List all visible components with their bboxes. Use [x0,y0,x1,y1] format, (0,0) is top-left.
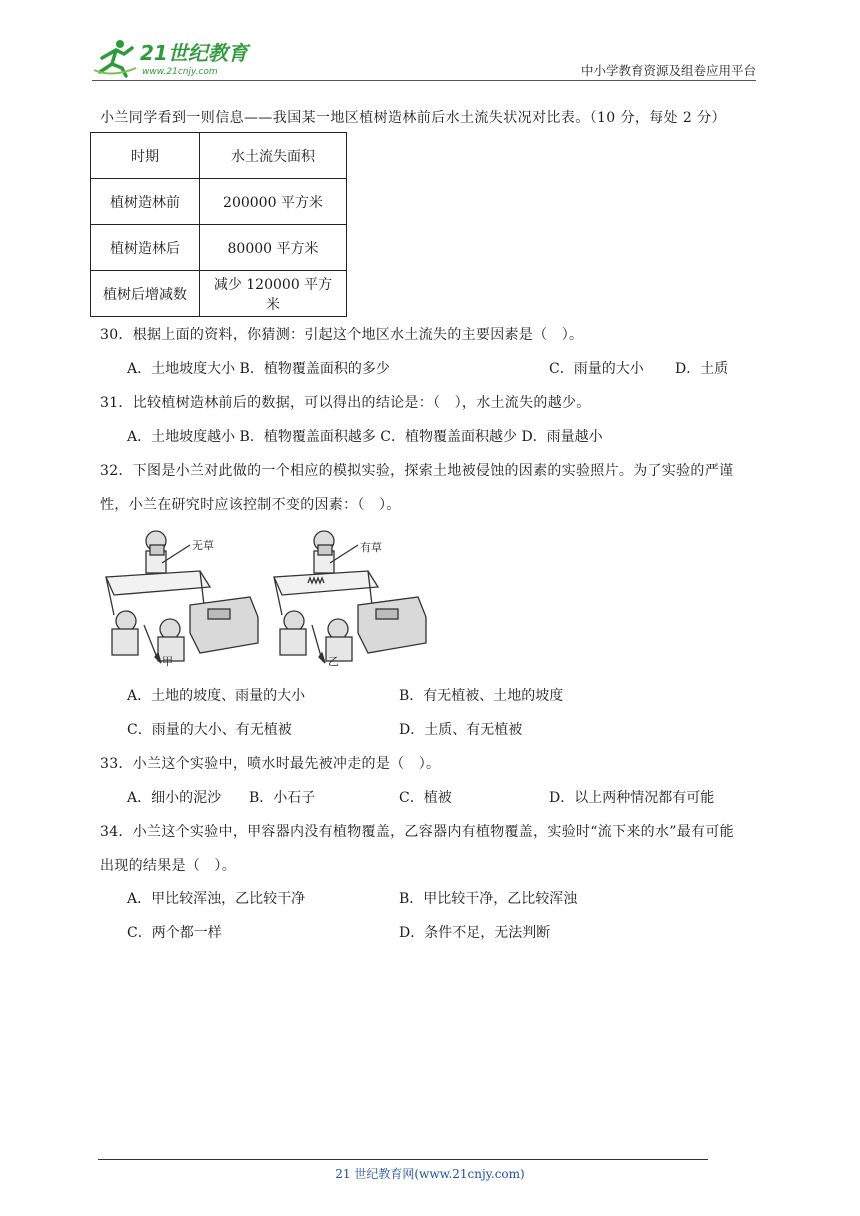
question-32-line2: 性，小兰在研究时应该控制不变的因素：（ ）。 [100,497,401,513]
figure-label-no-grass: 无草 [192,539,214,552]
experiment-illustration-icon [100,525,260,670]
q34-option-c: C．两个都一样 [127,925,222,941]
q33-option-b: B．小石子 [249,790,316,806]
logo-text: 21世纪教育 [140,41,248,65]
q34-option-b: B．甲比较干净，乙比较浑浊 [399,891,578,907]
erosion-table [90,132,347,317]
figure-sublabel-jia: 甲 [162,655,173,668]
experiment-figure-left [100,525,260,674]
q33-option-d: D．以上两种情况都有可能 [549,790,715,806]
table-row [91,179,347,225]
question-32-line1: 32．下图是小兰对此做的一个相应的模拟实验，探索土地被侵蚀的因素的实验照片。为了实验的严谨 [100,463,734,479]
table-cell: 减少 120000 平方米 [200,271,347,317]
table-cell: 植树后增减数 [91,271,200,317]
question-34-line2: 出现的结果是（ ）。 [100,858,236,874]
table-cell: 200000 平方米 [200,179,347,225]
q34-option-a: A．甲比较浑浊，乙比较干净 [127,891,306,907]
table-cell: 80000 平方米 [200,225,347,271]
table-cell: 植树造林后 [91,225,200,271]
question-31: 31．比较植树造林前后的数据，可以得出的结论是：（ ），水土流失的越少。 [100,395,591,411]
table-cell: 时期 [91,133,200,179]
q30-option-d: D．土质 [675,361,729,377]
question-34-line1: 34．小兰这个实验中，甲容器内没有植物覆盖，乙容器内有植物覆盖，实验时“流下来的水”最有可能 [100,824,734,840]
header-platform-text: 中小学教育资源及组卷应用平台 [580,63,756,78]
site-logo [92,36,262,80]
q32-option-b: B．有无植被、土地的坡度 [399,688,564,704]
figure-sublabel-yi: 乙 [328,655,339,668]
q33-option-c: C．植被 [399,790,452,806]
q33-option-a: A．细小的泥沙 [127,790,222,806]
footer-link[interactable]: 21 世纪教育网(www.21cnjy.com) [335,1167,525,1181]
header-divider [92,80,756,81]
logo-url: www.21cnjy.com [142,67,218,77]
table-row [91,271,347,317]
table-row [91,133,347,179]
q31-options: A．土地坡度越小 B．植物覆盖面积越多 C．植物覆盖面积越少 D．雨量越小 [127,429,603,445]
figure-label-grass: 有草 [360,541,382,554]
table-row [91,225,347,271]
runner-logo-icon [92,36,262,80]
q30-option-ab: A．土地坡度大小 B．植物覆盖面积的多少 [127,361,390,377]
q32-option-c: C．雨量的大小、有无植被 [127,722,292,738]
q30-option-c: C．雨量的大小 [549,361,644,377]
q32-option-d: D．土质、有无植被 [399,722,523,738]
table-cell: 植树造林前 [91,179,200,225]
footer-divider [98,1159,708,1160]
q32-option-a: A．土地的坡度、雨量的大小 [127,688,306,704]
question-30: 30．根据上面的资料，你猜测：引起这个地区水土流失的主要因素是（ ）。 [100,327,584,343]
table-cell: 水土流失面积 [200,133,347,179]
experiment-figure-right [268,525,428,674]
question-33: 33．小兰这个实验中，喷水时最先被冲走的是（ ）。 [100,756,441,772]
experiment-illustration-icon [268,525,428,670]
q34-option-d: D．条件不足，无法判断 [399,925,551,941]
intro-text: 小兰同学看到一则信息——我国某一地区植树造林前后水土流失状况对比表。（10 分，每处 2 分） [100,110,726,126]
